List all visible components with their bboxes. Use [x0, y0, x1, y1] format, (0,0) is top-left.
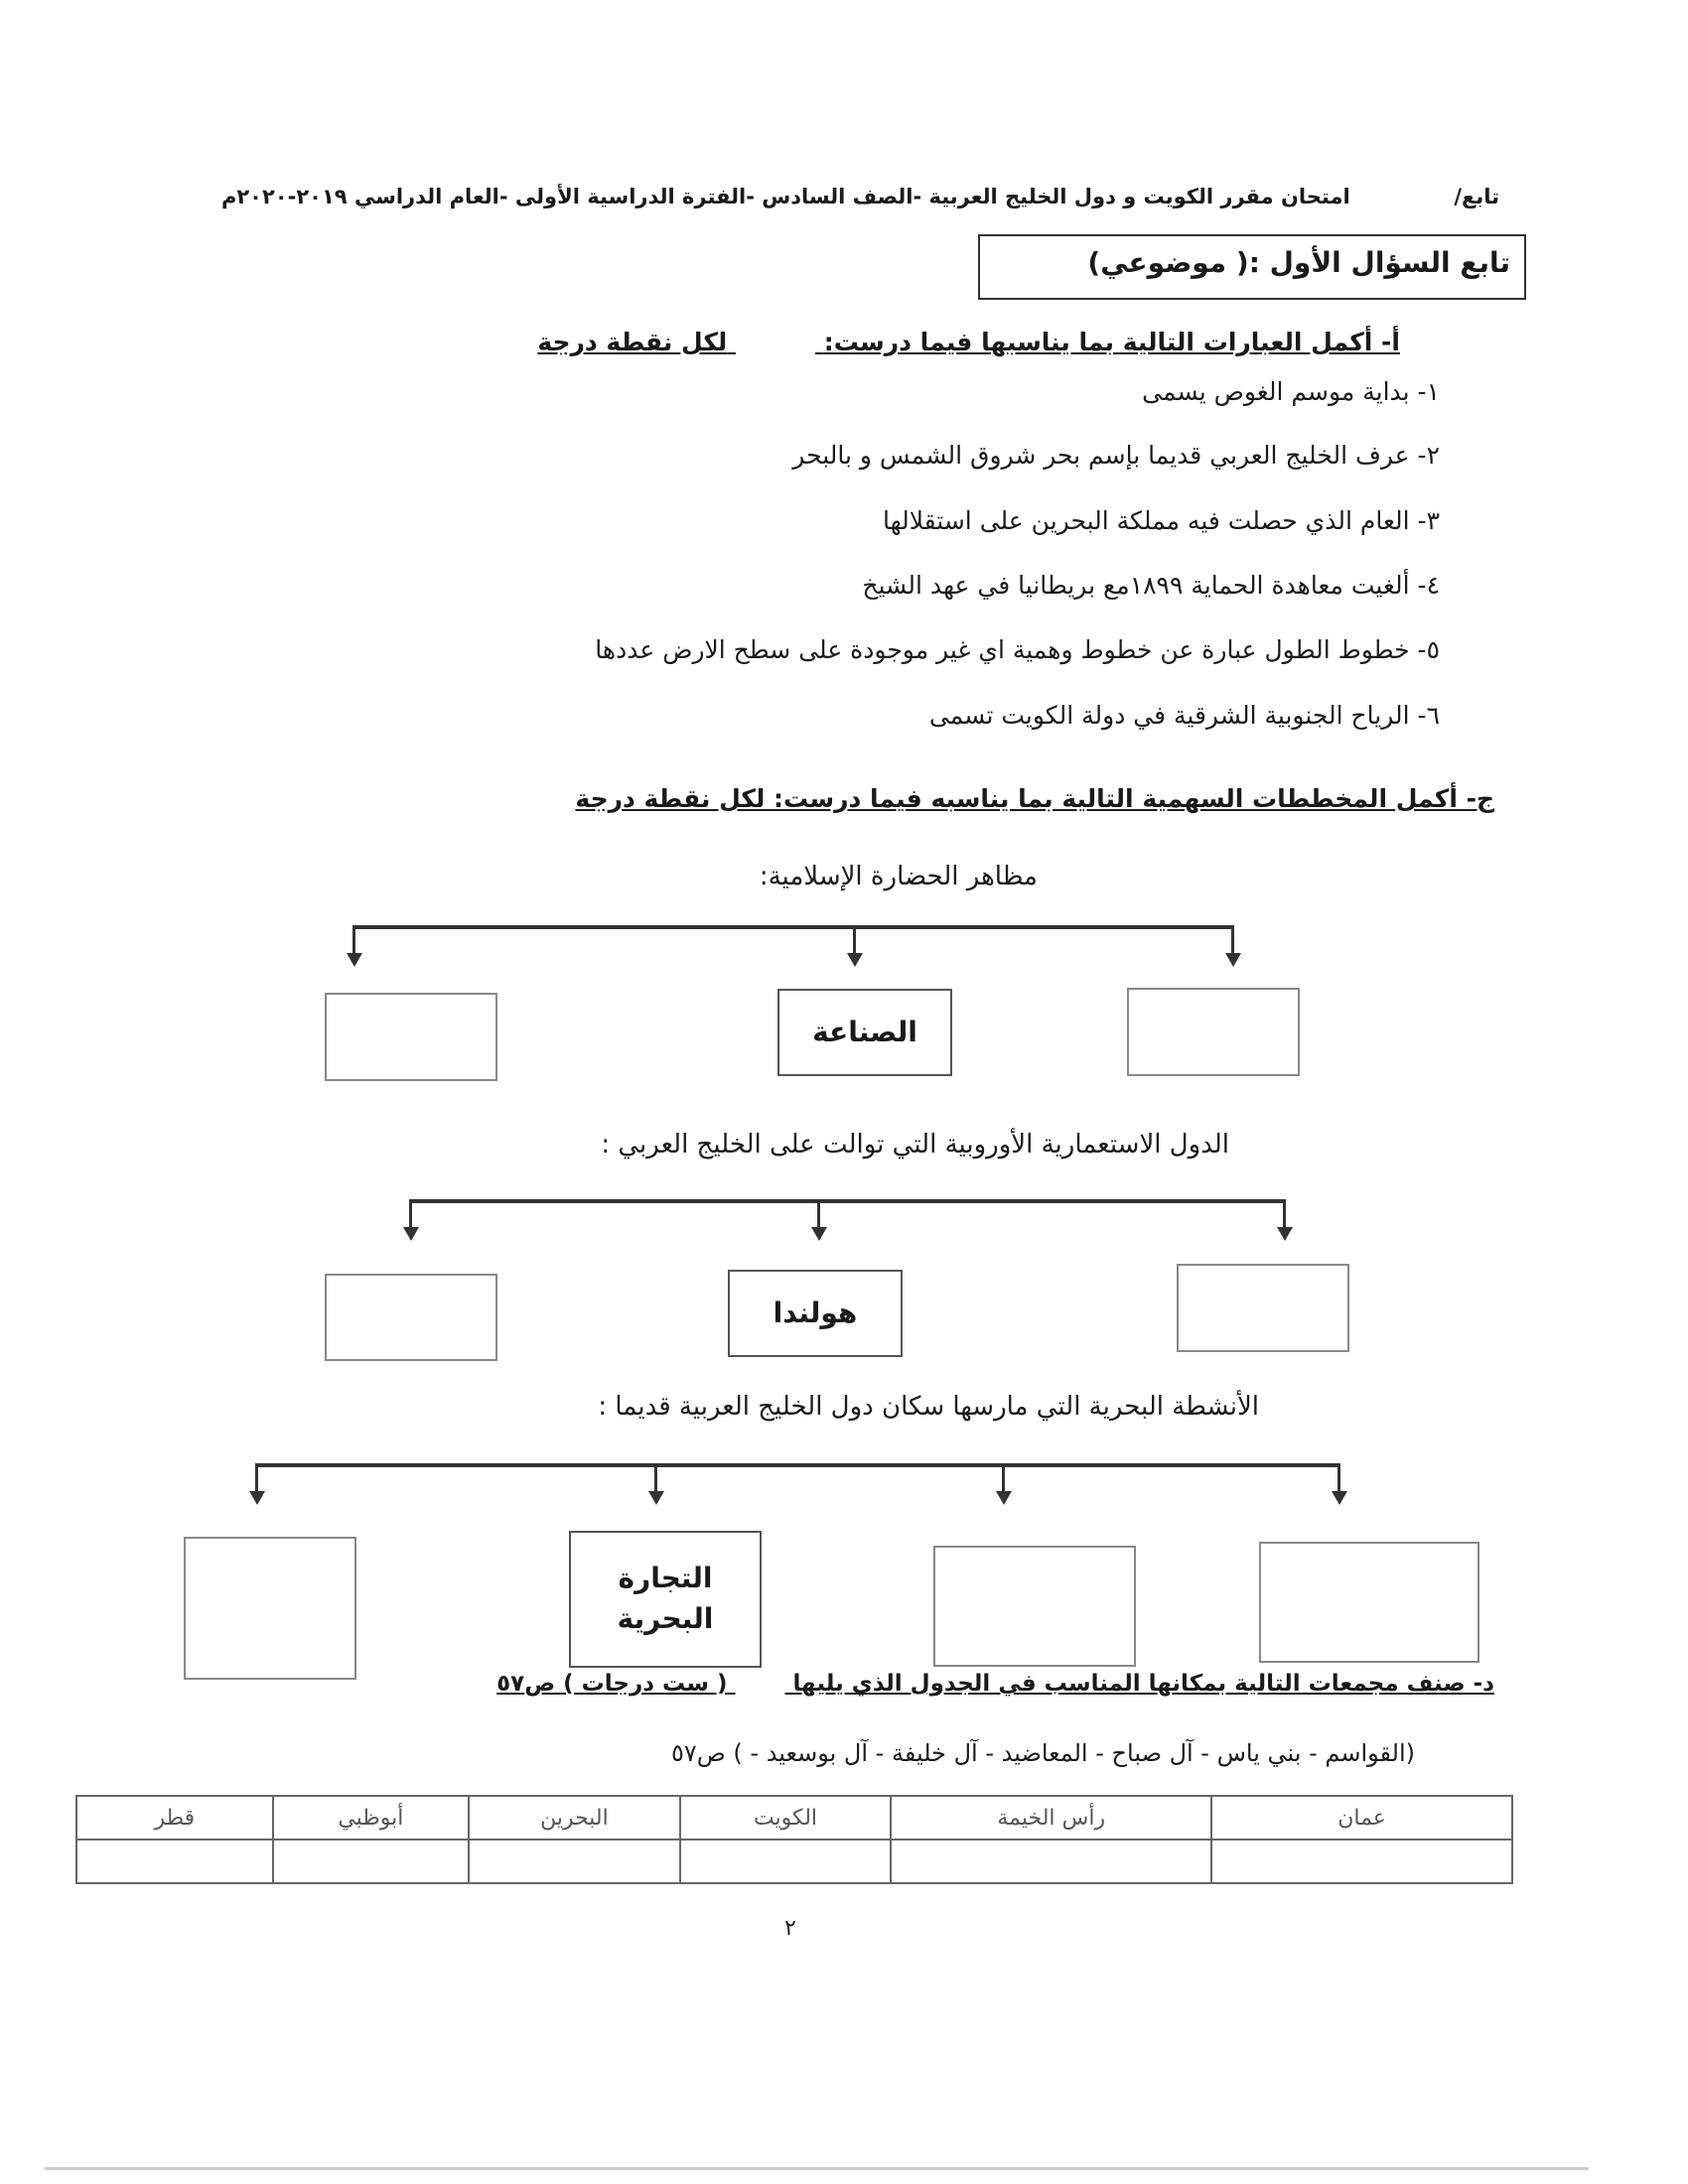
answer-cell[interactable] — [680, 1840, 892, 1883]
arrow-icon — [249, 1491, 265, 1505]
blank-item-4: ٤- ألغيت معاهدة الحماية ١٨٩٩مع بريطانيا في عهد الشيخ — [862, 571, 1440, 600]
section-d-points: ( ست درجات ) ص٥٧ — [496, 1671, 728, 1697]
page-number: ٢ — [784, 1916, 796, 1941]
blank-item-1: ١- بداية موسم الغوص يسمى — [1142, 377, 1440, 406]
answer-cell[interactable] — [469, 1840, 680, 1883]
question-title: تابع السؤال الأول :( موضوعي) — [1087, 246, 1510, 279]
question-title-box — [978, 234, 1526, 300]
arrow-icon — [1277, 1227, 1293, 1241]
diagram-2-empty-box — [1177, 1264, 1349, 1352]
blank-item-6: ٦- الرياح الجنوبية الشرقية في دولة الكويت تسمى — [928, 701, 1440, 730]
answer-cell[interactable] — [273, 1840, 470, 1883]
answer-cell[interactable] — [76, 1840, 273, 1883]
answer-cell[interactable] — [891, 1840, 1211, 1883]
diagram-3-label: التجارة البحرية — [617, 1562, 714, 1635]
table-header: البحرين — [469, 1796, 680, 1840]
diagram-1-empty-box — [325, 993, 497, 1081]
arrow-icon — [648, 1491, 664, 1505]
table-header: الكويت — [680, 1796, 892, 1840]
section-a-heading: أ- أكمل العبارات التالية بما يناسبها فيما درست: لكل نقطة درجة — [537, 328, 1400, 356]
arrow-icon — [347, 953, 362, 967]
diagram-1-label: الصناعة — [812, 1015, 917, 1048]
diagram-2-empty-box — [325, 1274, 497, 1361]
blank-item-2: ٢- عرف الخليج العربي قديما بإسم بحر شروق الشمس و بالبحر — [792, 441, 1440, 470]
diagram-3-empty-box — [184, 1537, 356, 1680]
diagram-3-empty-box — [933, 1546, 1136, 1667]
section-d-heading: د- صنف مجمعات التالية بمكانها المناسب في الجدول الذي يليها ( ست درجات ) ص٥٧ — [496, 1671, 1494, 1697]
diagram-3-bar — [255, 1463, 1340, 1467]
arrow-icon — [811, 1227, 827, 1241]
diagram-1-caption: مظاهر الحضارة الإسلامية: — [759, 862, 1038, 891]
groups-list: (القواسم - بني ياس - آل صباح - المعاضيد - آل خليفة - آل بوسعيد - ) ص٥٧ — [670, 1739, 1415, 1767]
table-answer-row — [76, 1840, 1512, 1883]
diagram-3-caption: الأنشطة البحرية التي مارسها سكان دول الخليج العربية قديما : — [598, 1392, 1259, 1422]
arrow-icon — [1225, 953, 1241, 967]
arrow-icon — [403, 1227, 419, 1241]
table-header: قطر — [76, 1796, 273, 1840]
table-header: عمان — [1211, 1796, 1512, 1840]
diagram-2-bar — [409, 1199, 1286, 1203]
section-a-points: لكل نقطة درجة — [537, 328, 728, 356]
bottom-rule — [45, 2167, 1589, 2170]
table-header-row — [76, 1796, 1512, 1840]
exam-header — [221, 185, 1499, 208]
table-header: رأس الخيمة — [891, 1796, 1211, 1840]
table-header: أبوظبي — [273, 1796, 470, 1840]
diagram-1-bar — [352, 925, 1234, 929]
blank-item-3: ٣- العام الذي حصلت فيه مملكة البحرين على استقلالها — [882, 506, 1440, 535]
arrow-icon — [847, 953, 863, 967]
exam-title: امتحان مقرر الكويت و دول الخليج العربية -الصف السادس -الفترة الدراسية الأولى -العام الدراسي ٢٠١٩-٢٠٢٠م — [220, 185, 1350, 208]
classification-table — [75, 1795, 1513, 1884]
header-prefix: تابع/ — [1454, 185, 1499, 208]
diagram-2-filled-box — [728, 1270, 903, 1357]
section-c-heading: ج- أكمل المخططات السهمية التالية بما يناسبه فيما درست: لكل نقطة درجة — [575, 784, 1494, 813]
arrow-icon — [1332, 1491, 1347, 1505]
blank-item-5: ٥- خطوط الطول عبارة عن خطوط وهمية اي غير موجودة على سطح الارض عددها — [595, 635, 1440, 664]
diagram-3-empty-box — [1259, 1542, 1479, 1663]
diagram-1-empty-box — [1127, 988, 1300, 1076]
diagram-1-filled-box — [777, 989, 952, 1076]
arrow-icon — [996, 1491, 1012, 1505]
answer-cell[interactable] — [1211, 1840, 1512, 1883]
diagram-2-caption: الدول الاستعمارية الأوروبية التي توالت على الخليج العربي : — [601, 1130, 1229, 1160]
diagram-3-filled-box — [569, 1531, 762, 1668]
diagram-2-label: هولندا — [773, 1296, 858, 1329]
